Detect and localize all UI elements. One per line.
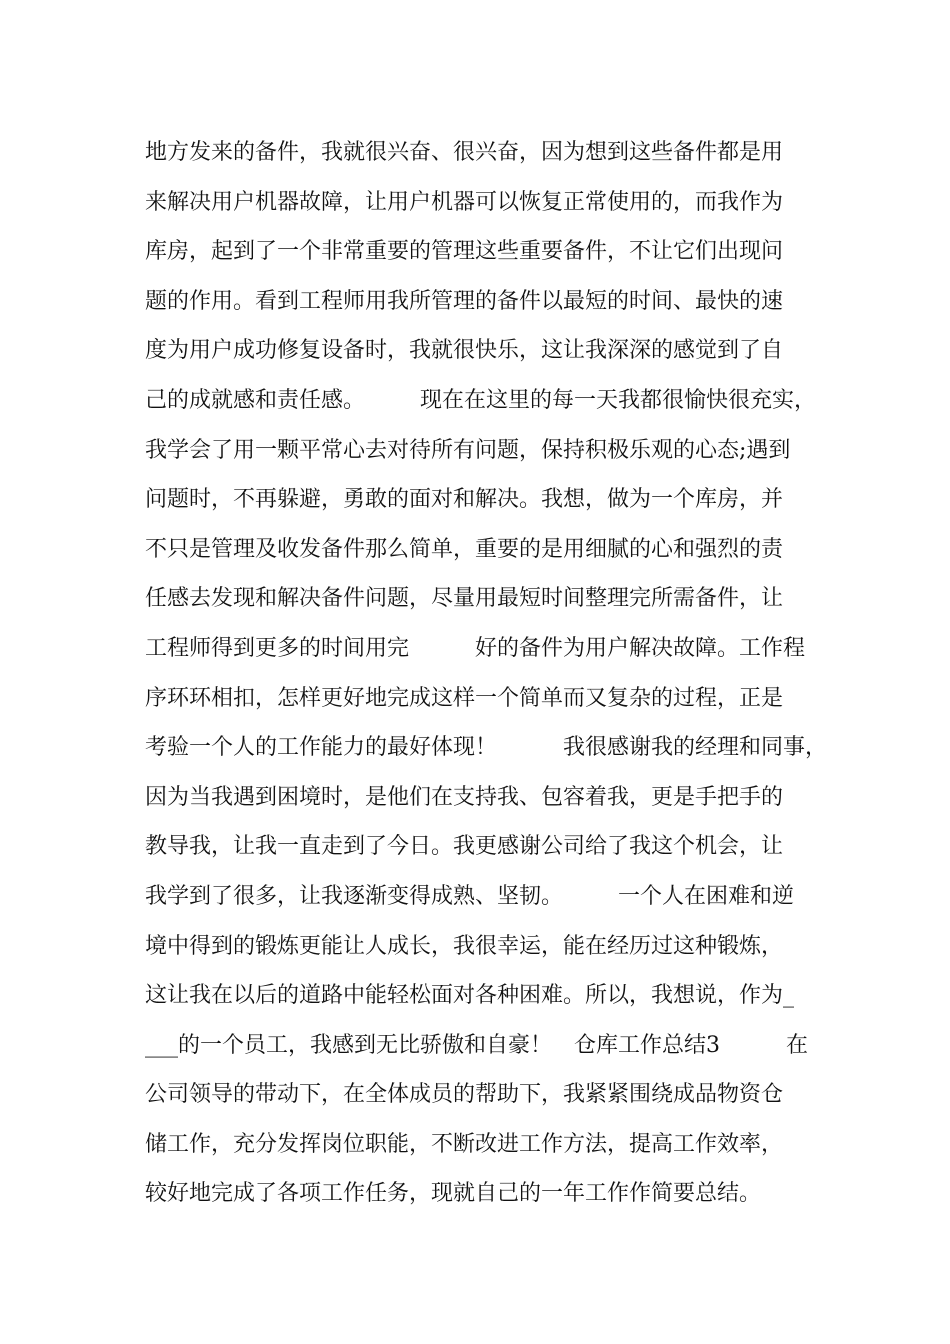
text-line: 序环环相扣，怎样更好地完成这样一个简单而又复杂的过程，正是 — [145, 685, 784, 711]
text-line: 教导我，让我一直走到了今日。我更感谢公司给了我这个机会，让 — [145, 834, 784, 860]
text-line: 因为当我遇到困境时，是他们在支持我、包容着我，更是手把手的 — [145, 784, 784, 810]
text-line: ___的一个员工，我感到无比骄傲和自豪！ 仓库工作总结3 在 — [145, 1032, 808, 1058]
text-line: 考验一个人的工作能力的最好体现！ 我很感谢我的经理和同事， — [145, 735, 828, 761]
text-line: 度为用户成功修复设备时，我就很快乐，这让我深深的感觉到了自 — [145, 338, 784, 364]
text-line: 较好地完成了各项工作任务，现就自己的一年工作作简要总结。 — [145, 1181, 762, 1207]
text-line: 工程师得到更多的时间用完 好的备件为用户解决故障。工作程 — [145, 635, 806, 661]
text-line: 任感去发现和解决备件问题，尽量用最短时间整理完所需备件，让 — [145, 586, 784, 612]
text-line: 己的成就感和责任感。 现在在这里的每一天我都很愉快很充实， — [145, 387, 817, 413]
text-line: 我学到了很多，让我逐渐变得成熟、坚韧。 一个人在困难和逆 — [145, 883, 795, 909]
text-line: 境中得到的锻炼更能让人成长，我很幸运，能在经历过这种锻炼， — [145, 933, 784, 959]
text-line: 库房，起到了一个非常重要的管理这些重要备件，不让它们出现问 — [145, 239, 784, 265]
text-line: 地方发来的备件，我就很兴奋、很兴奋，因为想到这些备件都是用 — [145, 140, 784, 165]
body-text — [145, 128, 835, 1219]
text-line: 我学会了用一颗平常心去对待所有问题，保持积极乐观的心态;遇到 — [145, 437, 791, 463]
text-line: 题的作用。看到工程师用我所管理的备件以最短的时间、最快的速 — [145, 288, 784, 314]
text-line: 这让我在以后的道路中能轻松面对各种困难。所以，我想说，作为_ — [145, 983, 795, 1009]
text-line: 不只是管理及收发备件那么简单，重要的是用细腻的心和强烈的责 — [145, 536, 784, 562]
text-line: 来解决用户机器故障，让用户机器可以恢复正常使用的，而我作为 — [145, 189, 784, 215]
text-line: 储工作，充分发挥岗位职能，不断改进工作方法，提高工作效率， — [145, 1131, 784, 1157]
text-line: 公司领导的带动下，在全体成员的帮助下，我紧紧围绕成品物资仓 — [145, 1082, 784, 1108]
text-line: 问题时，不再躲避，勇敢的面对和解决。我想，做为一个库房，并 — [145, 487, 784, 513]
